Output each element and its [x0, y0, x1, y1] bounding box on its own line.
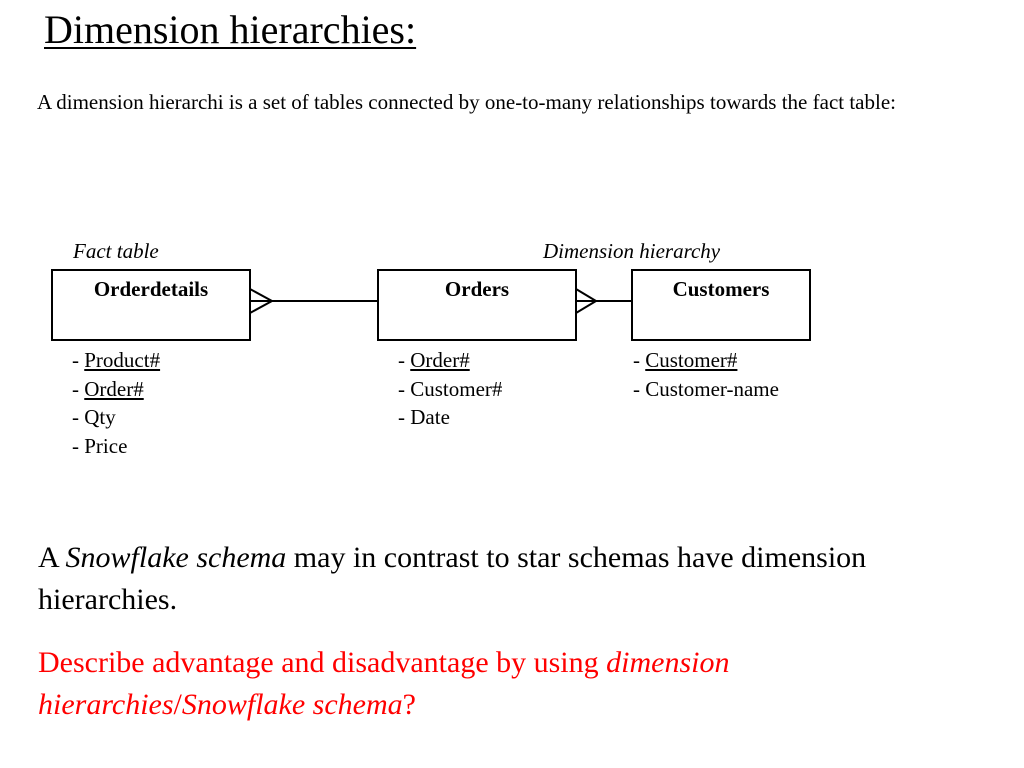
- crows-foot-orderdetails: [250, 289, 272, 313]
- dimension-hierarchies-term: dimension hierarchies: [38, 646, 730, 721]
- table-name-orderdetails: Orderdetails: [93, 277, 209, 301]
- attribute-list-orderdetails: [72, 346, 160, 460]
- attribute-item: - Product#: [72, 348, 161, 372]
- question-paragraph: Describe advantage and disadvantage by using dimension hierarchies/Snowflake schema?: [38, 646, 730, 721]
- dimension-hierarchy-label: Dimension hierarchy: [543, 239, 721, 263]
- table-name-customers: Customers: [672, 277, 770, 301]
- key-attribute: Order#: [84, 376, 144, 401]
- attribute-item: - Customer#: [633, 348, 738, 372]
- crows-foot-orders: [576, 289, 596, 313]
- attribute-item: - Qty: [72, 405, 116, 429]
- key-attribute: Order#: [410, 348, 470, 372]
- snowflake-paragraph: A Snowflake schema may in contrast to star schemas have dimension hierarchies.: [38, 541, 867, 616]
- attribute-item: - Customer#: [398, 376, 503, 401]
- key-attribute: Customer#: [645, 348, 738, 372]
- intro-text: A dimension hierarchi is a set of tables connected by one-to-many relationships towards the fact table:: [37, 90, 896, 114]
- attribute-item: - Customer-name: [633, 376, 779, 401]
- snowflake-schema-term: Snowflake schema: [65, 541, 287, 574]
- attribute-item: - Price: [72, 433, 128, 458]
- snowflake-schema-term: Snowflake schema: [181, 688, 403, 721]
- attribute-list-orders: [398, 346, 502, 432]
- attribute-item: - Date: [398, 405, 450, 429]
- page-title: Dimension hierarchies:: [44, 7, 417, 52]
- table-name-orders: Orders: [444, 277, 510, 301]
- key-attribute: Product#: [84, 348, 161, 372]
- attribute-list-customers: [633, 346, 779, 403]
- fact-table-label: Fact table: [73, 239, 159, 263]
- attribute-item: - Order#: [72, 376, 144, 401]
- attribute-item: - Order#: [398, 348, 470, 372]
